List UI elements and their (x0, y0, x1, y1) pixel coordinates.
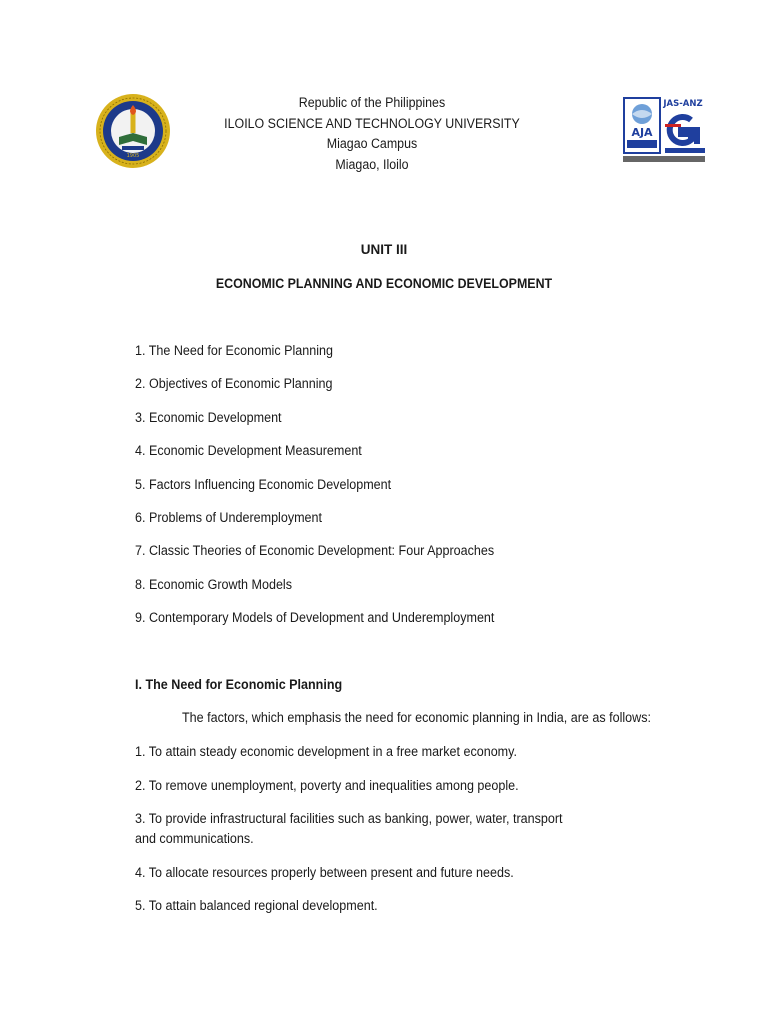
topic-item: 7. Classic Theories of Economic Development: Four Approaches (135, 543, 495, 559)
point-item: 3. To provide infrastructural facilities such as banking, power, water, transport and communications. (135, 811, 563, 846)
point-item: 2. To remove unemployment, poverty and inequalities among people. (135, 777, 519, 793)
topic-item: 5. Factors Influencing Economic Development (135, 476, 392, 492)
cert-left-label: AJA (631, 126, 653, 139)
section-heading: I. The Need for Economic Planning (135, 677, 343, 692)
topic-item: 4. Economic Development Measurement (135, 443, 362, 459)
document-header (214, 93, 530, 175)
topic-item: 6. Problems of Underemployment (135, 509, 323, 525)
header-university: ILOILO SCIENCE AND TECHNOLOGY UNIVERSITY (224, 115, 520, 131)
header-country: Republic of the Philippines (298, 95, 446, 110)
seal-year: 1905 (126, 153, 140, 159)
topic-item: 3. Economic Development (135, 409, 282, 425)
topics-list (135, 342, 521, 643)
cert-top-label: JAS-ANZ (663, 99, 703, 109)
point-item: 4. To allocate resources properly between present and future needs. (135, 864, 514, 880)
point-item: 5. To attain balanced regional development. (135, 898, 378, 913)
university-seal-logo (95, 93, 171, 169)
point-item: 1. To attain steady economic development in a free market economy. (135, 744, 517, 759)
section-intro: The factors, which emphasis the need for economic planning in India, are as follows: (182, 710, 651, 725)
topic-item: 9. Contemporary Models of Development and Underemployment (135, 610, 495, 626)
topic-item: 8. Economic Growth Models (135, 576, 293, 592)
topic-item: 1. The Need for Economic Planning (135, 343, 333, 358)
topic-item: 2. Objectives of Economic Planning (135, 376, 333, 392)
unit-title: UNIT III (360, 242, 408, 257)
section-points (135, 742, 675, 930)
header-location: Miagao, Iloilo (335, 156, 409, 172)
certification-logo (621, 96, 707, 166)
document-title: ECONOMIC PLANNING AND ECONOMIC DEVELOPMENT (215, 276, 553, 291)
header-campus: Miagao Campus (326, 136, 418, 151)
